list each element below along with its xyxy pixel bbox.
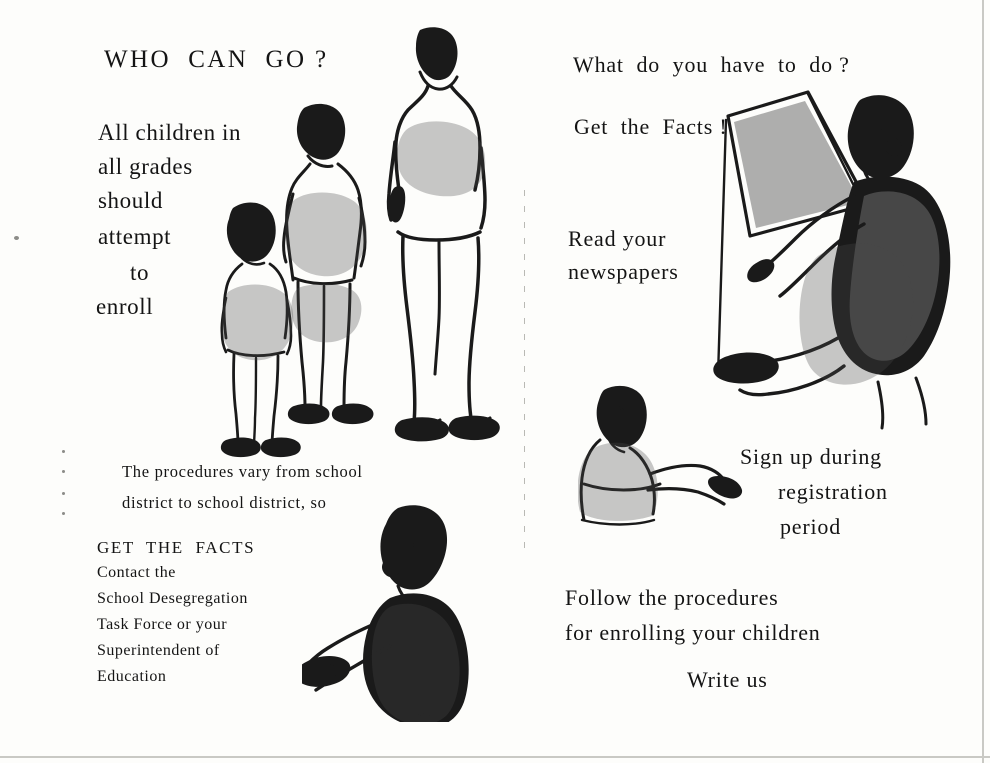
left-panel-line-6: enroll [96, 294, 154, 319]
scan-speck [62, 512, 65, 515]
three-children-standing-figure [198, 20, 508, 460]
right-panel-subheading: Get the Facts ! [574, 114, 728, 139]
signup-line-2: registration [778, 479, 888, 504]
seated-man-figure [578, 378, 758, 528]
contact-line-3: Task Force or your [97, 616, 228, 633]
follow-line-2: for enrolling your children [565, 620, 821, 645]
scan-speck [62, 470, 65, 473]
left-panel-line-2: all grades [98, 154, 193, 179]
page-fold-crease [524, 190, 525, 550]
page-edge-bottom [0, 756, 990, 758]
left-panel-line-5: to [130, 260, 150, 285]
left-panel-line-3: should [98, 188, 163, 213]
contact-line-5: Education [97, 668, 167, 685]
scan-speck [62, 450, 65, 453]
left-panel-note-line-1: The procedures vary from school [122, 462, 363, 481]
left-panel-cta: GET THE FACTS [97, 538, 256, 557]
read-line-1: Read your [568, 226, 667, 251]
contact-line-2: School Desegregation [97, 590, 248, 607]
contact-line-1: Contact the [97, 564, 176, 581]
contact-line-4: Superintendent of [97, 642, 220, 659]
woman-with-bag-figure [302, 502, 502, 722]
scan-speck [62, 492, 65, 495]
left-panel-heading: WHO CAN GO ? [104, 46, 329, 73]
write-us-text: Write us [687, 667, 768, 692]
middle-girl-illustration [284, 104, 374, 424]
follow-line-1: Follow the procedures [565, 585, 779, 610]
signup-line-1: Sign up during [740, 444, 882, 469]
left-panel-note-line-2: district to school district, so [122, 493, 327, 512]
scan-speck [14, 236, 19, 240]
read-line-2: newspapers [568, 259, 679, 284]
tall-boy-illustration [389, 27, 500, 441]
right-panel-heading: What do you have to do ? [573, 52, 850, 77]
left-panel-line-4: attempt [98, 224, 172, 249]
signup-line-3: period [780, 514, 842, 539]
left-panel-line-1: All children in [98, 120, 242, 145]
